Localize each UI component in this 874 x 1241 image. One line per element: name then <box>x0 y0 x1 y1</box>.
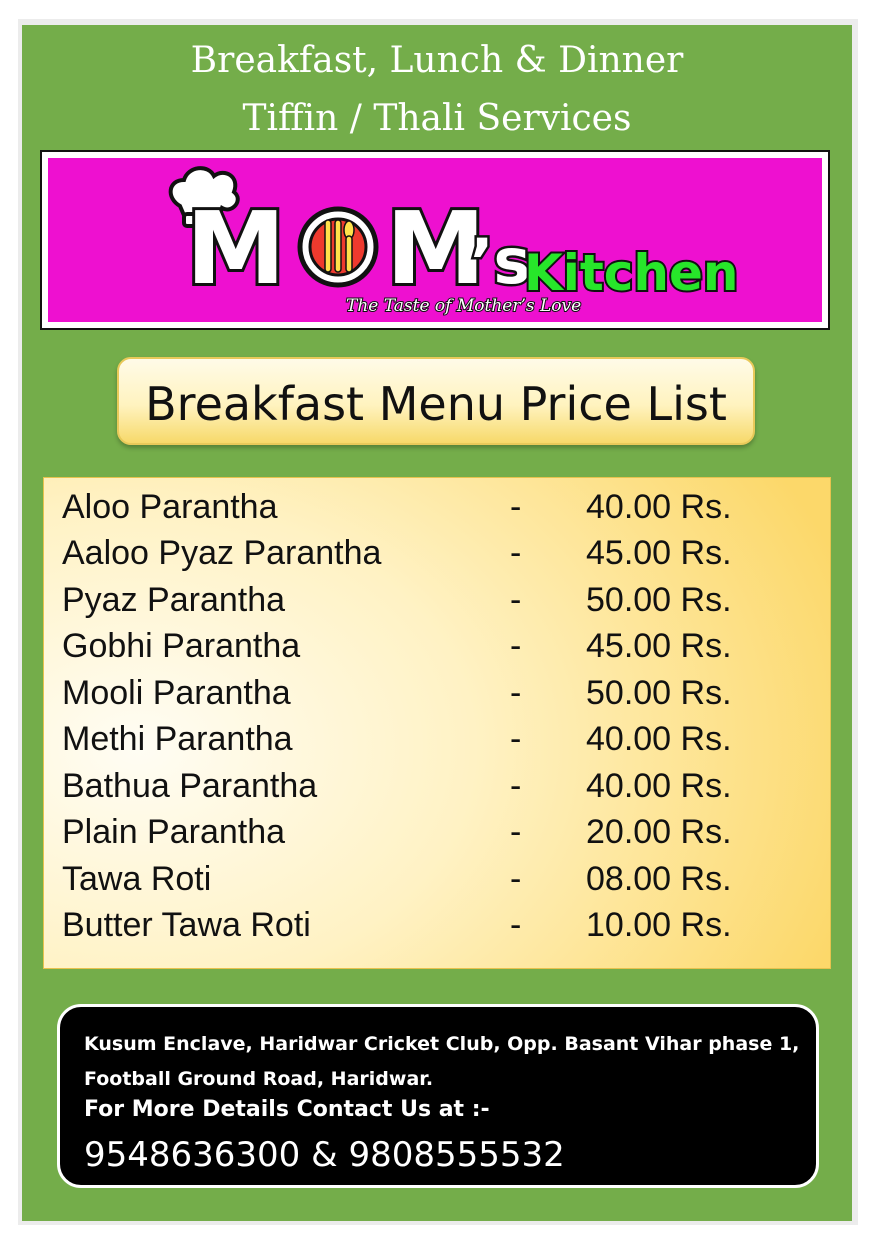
menu-row <box>44 627 830 673</box>
contact-label: For More Details Contact Us at :- <box>84 1097 490 1122</box>
menu-item-price: 45.00 Rs. <box>586 534 732 572</box>
menu-row <box>44 813 830 859</box>
menu-item-price: 08.00 Rs. <box>586 860 732 898</box>
menu-item-price: 45.00 Rs. <box>586 627 732 665</box>
menu-item-separator: - <box>510 906 522 944</box>
brand-apostrophe-s: ’s <box>470 225 531 298</box>
menu-item-name: Aaloo Pyaz Parantha <box>62 534 382 572</box>
menu-item-separator: - <box>510 488 522 526</box>
menu-item-name: Pyaz Parantha <box>62 581 286 619</box>
menu-item-separator: - <box>510 860 522 898</box>
service-tagline-line1: Breakfast, Lunch & Dinner <box>190 40 684 81</box>
price-list <box>43 477 831 969</box>
plate-icon <box>300 209 376 285</box>
menu-item-separator: - <box>510 534 522 572</box>
menu-item-separator: - <box>510 813 522 851</box>
menu-row <box>44 906 830 952</box>
menu-item-separator: - <box>510 627 522 665</box>
address-line2: Football Ground Road, Haridwar. <box>84 1068 434 1090</box>
menu-item-name: Plain Parantha <box>62 813 286 851</box>
menu-item-price: 40.00 Rs. <box>586 488 732 526</box>
menu-row <box>44 488 830 534</box>
address-line1: Kusum Enclave, Haridwar Cricket Club, Opp. Basant Vihar phase 1, <box>84 1033 800 1055</box>
moms-kitchen-logo <box>48 158 822 322</box>
menu-row <box>44 720 830 766</box>
menu-item-separator: - <box>510 581 522 619</box>
contact-footer <box>57 1004 819 1188</box>
brand-letter-m2: M <box>386 190 486 307</box>
menu-item-name: Gobhi Parantha <box>62 627 301 665</box>
brand-kitchen: Kitchen <box>524 244 739 302</box>
menu-title-box <box>117 357 755 445</box>
menu-item-separator: - <box>510 767 522 805</box>
menu-item-price: 50.00 Rs. <box>586 581 732 619</box>
menu-row <box>44 581 830 627</box>
address <box>84 1027 804 1097</box>
menu-item-price: 40.00 Rs. <box>586 720 732 758</box>
menu-row <box>44 534 830 580</box>
menu-row <box>44 860 830 906</box>
brand-slogan: The Taste of Mother’s Love <box>346 296 582 316</box>
menu-row <box>44 767 830 813</box>
menu-item-price: 50.00 Rs. <box>586 674 732 712</box>
menu-item-name: Bathua Parantha <box>62 767 318 805</box>
menu-item-price: 40.00 Rs. <box>586 767 732 805</box>
menu-row <box>44 674 830 720</box>
menu-item-price: 10.00 Rs. <box>586 906 732 944</box>
menu-item-name: Tawa Roti <box>62 860 212 898</box>
menu-item-name: Methi Parantha <box>62 720 293 758</box>
menu-item-separator: - <box>510 720 522 758</box>
menu-item-name: Butter Tawa Roti <box>62 906 311 944</box>
brand-letter-m1: M <box>186 190 286 307</box>
menu-item-price: 20.00 Rs. <box>586 813 732 851</box>
service-tagline-line2: Tiffin / Thali Services <box>242 98 632 139</box>
phone-numbers: 9548636300 & 9808555532 <box>84 1135 565 1175</box>
menu-item-name: Aloo Parantha <box>62 488 278 526</box>
menu-title: Breakfast Menu Price List <box>145 377 727 431</box>
menu-item-name: Mooli Parantha <box>62 674 291 712</box>
menu-item-separator: - <box>510 674 522 712</box>
